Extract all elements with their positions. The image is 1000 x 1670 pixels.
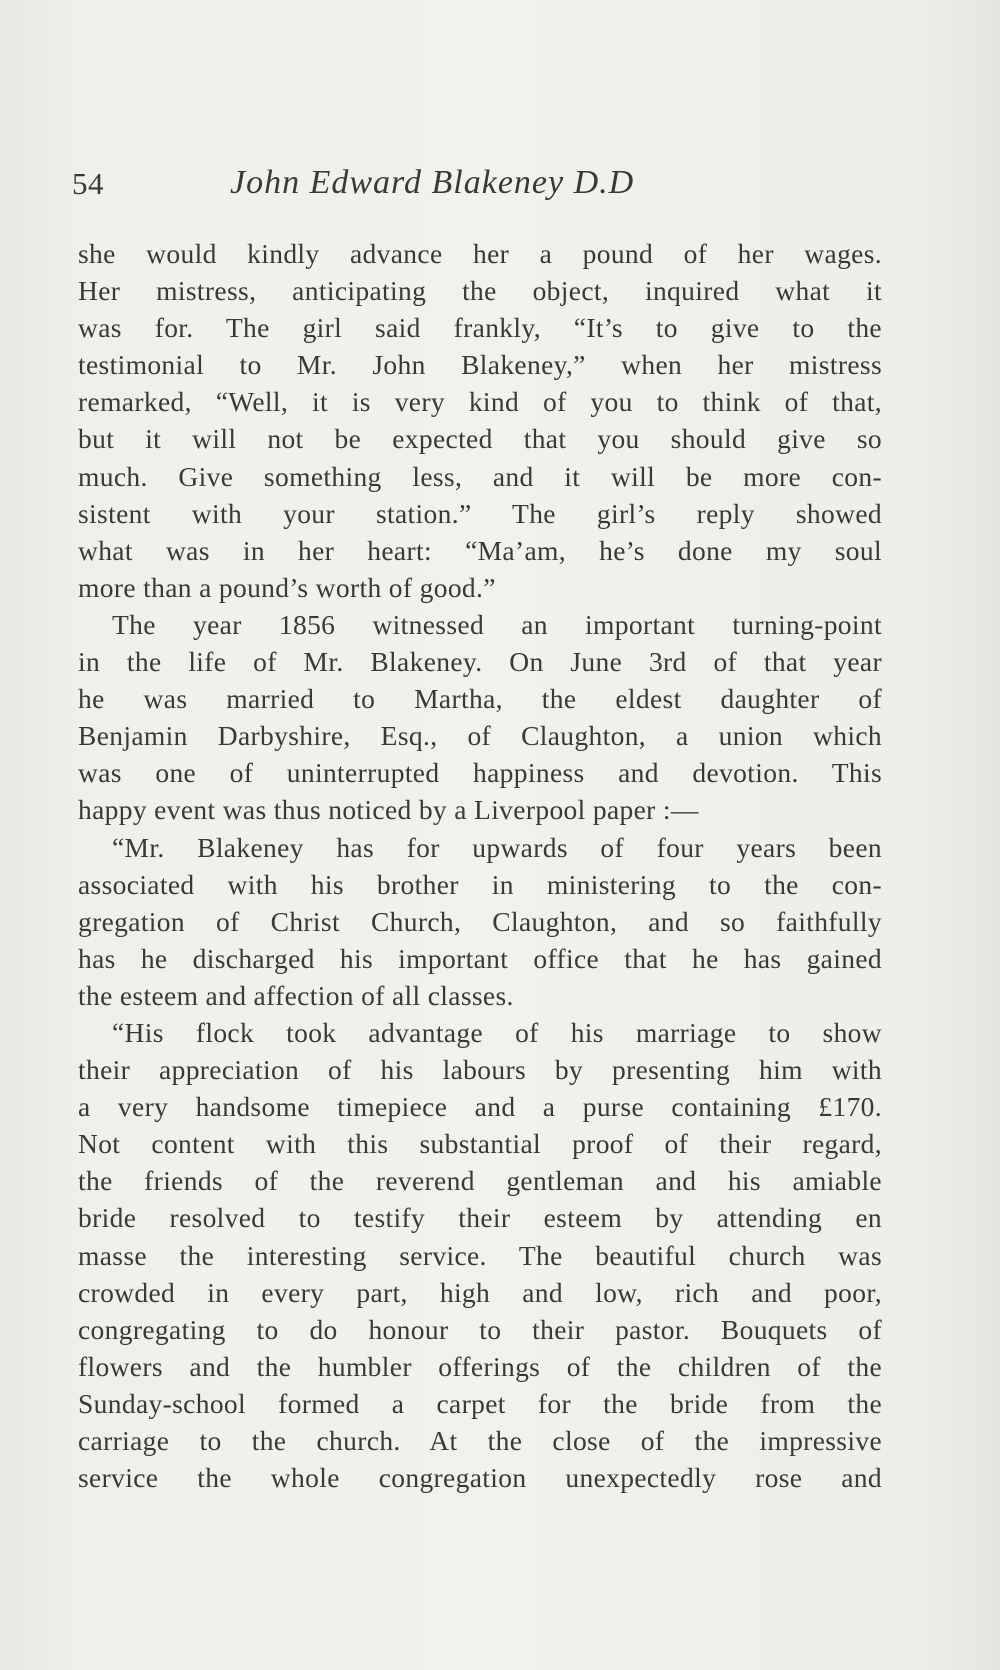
text-line: a very handsome timepiece and a purse containing £170. [78,1091,882,1123]
text-line: sistent with your station.” The girl’s reply showed [78,497,882,529]
text-line: crowded in every part, high and low, rich and poor, [78,1276,882,1308]
text-line: was for. The girl said frankly, “It’s to give to the [78,312,882,344]
body-text [78,235,882,1496]
page-number: 54 [72,166,104,201]
text-line: “His flock took advantage of his marriage to show [112,1016,882,1048]
text-line: remarked, “Well, it is very kind of you to think of that, [78,386,882,418]
text-line: has he discharged his important office that he has gained [78,942,882,974]
text-line: The year 1856 witnessed an important turning-point [112,608,882,640]
text-line: gregation of Christ Church, Claughton, and so faithfully [78,905,882,937]
text-line: bride resolved to testify their esteem by attending en [78,1202,882,1234]
text-line: associated with his brother in ministering to the con- [78,868,882,900]
text-line: the friends of the reverend gentleman and his amiable [78,1165,882,1197]
text-line: congregating to do honour to their pastor. Bouquets of [78,1313,882,1345]
text-line: more than a pound’s worth of good.” [78,571,496,603]
text-line: carriage to the church. At the close of the impressive [78,1425,882,1456]
text-line: Her mistress, anticipating the object, inquired what it [78,275,882,307]
page-header [72,166,752,206]
text-line: was one of uninterrupted happiness and devotion. This [78,757,882,789]
paragraph [78,829,882,1014]
paragraph [78,1014,882,1496]
text-line: masse the interesting service. The beautiful church was [78,1239,882,1271]
text-line: Benjamin Darbyshire, Esq., of Claughton, a union which [78,720,882,752]
text-line: flowers and the humbler offerings of the children of the [78,1350,882,1382]
text-line: he was married to Martha, the eldest daughter of [78,683,882,715]
text-line: she would kindly advance her a pound of her wages. [78,238,882,269]
text-line: Not content with this substantial proof of their regard, [78,1128,882,1160]
text-line: service the whole congregation unexpectedly rose and [78,1462,882,1494]
text-line: what was in her heart: “Ma’am, he’s done my soul [78,534,882,566]
text-line: much. Give something less, and it will be more con- [78,460,882,492]
text-line: but it will not be expected that you should give so [78,423,882,455]
text-line: the esteem and affection of all classes. [78,979,514,1011]
text-line: “Mr. Blakeney has for upwards of four years been [112,831,882,863]
paragraph [78,606,882,829]
text-line: their appreciation of his labours by presenting him with [78,1054,882,1086]
text-line: in the life of Mr. Blakeney. On June 3rd of that year [78,646,882,678]
text-line: happy event was thus noticed by a Liverpool paper :— [78,794,699,826]
running-head: John Edward Blakeney D.D [230,164,635,201]
text-line: testimonial to Mr. John Blakeney,” when her mistress [78,349,882,381]
paragraph [78,235,882,606]
text-line: Sunday-school formed a carpet for the bride from the [78,1387,882,1419]
